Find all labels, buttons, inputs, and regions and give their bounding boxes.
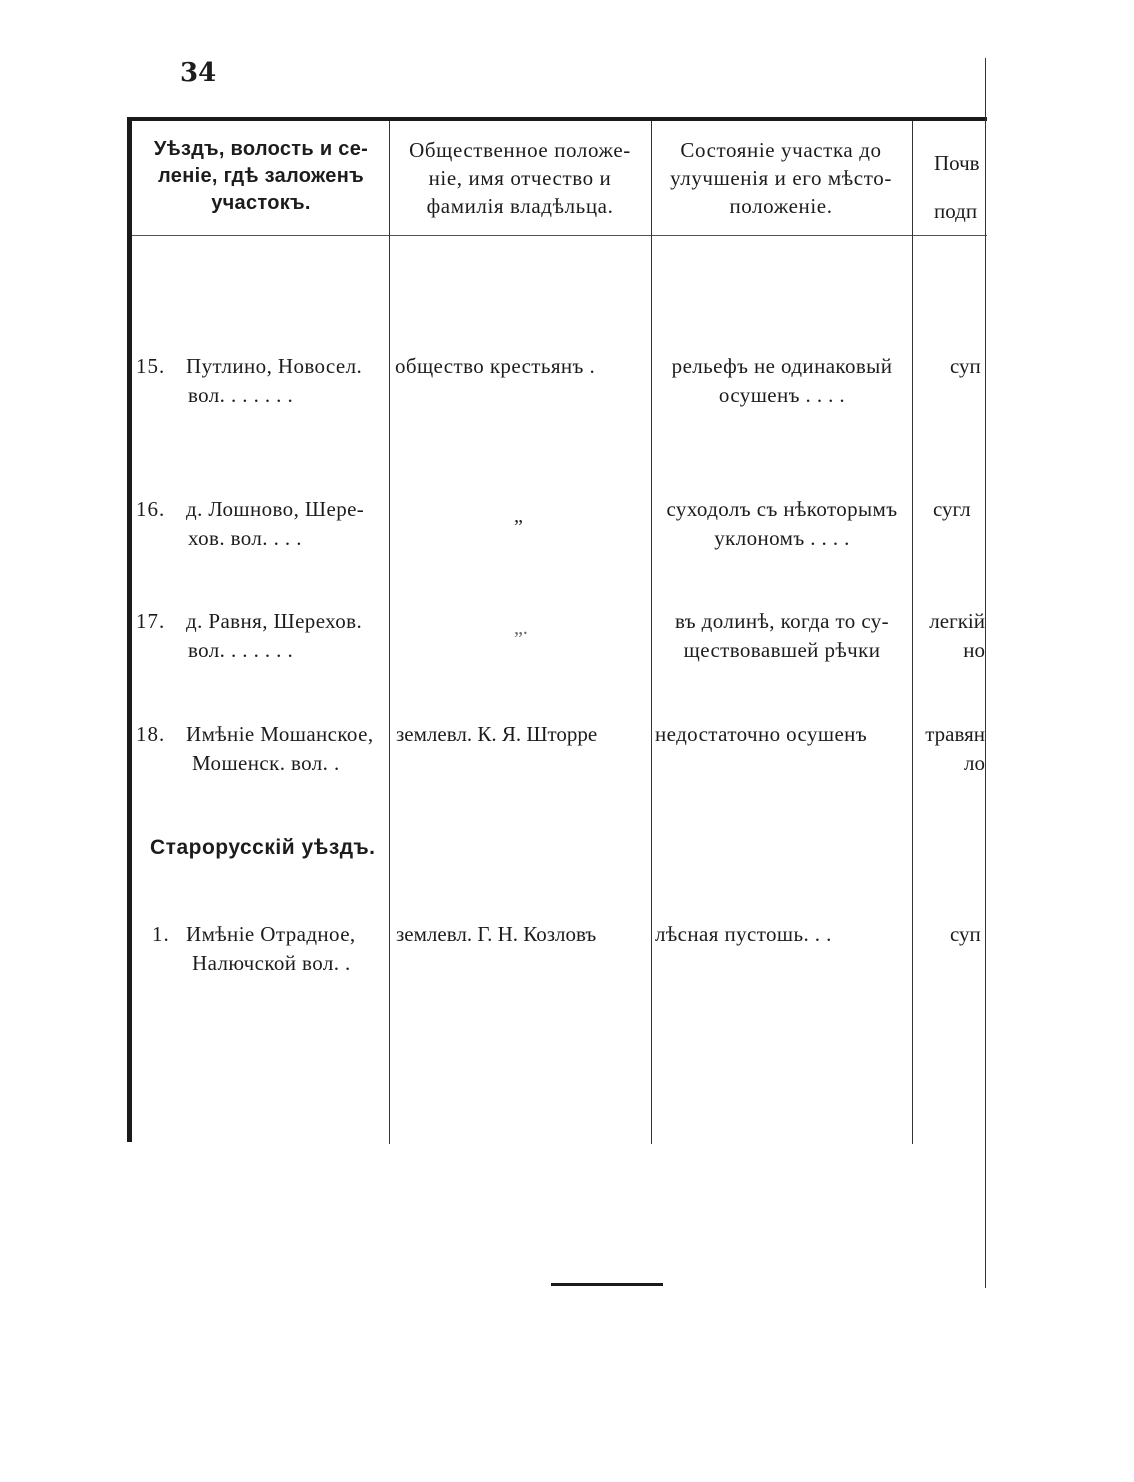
soil-cell: легкій но xyxy=(929,609,985,662)
owner-cell: землевл. Г. Н. Козловъ xyxy=(396,922,597,946)
soil-cell: суп xyxy=(950,922,981,946)
state-cell: лѣсная пустошь. . . xyxy=(655,922,832,946)
header-owner: Общественное положе- ніе, имя отчество и фамилія владѣльца. xyxy=(409,138,631,218)
row-number: 15. xyxy=(136,354,166,378)
header-soil: Почв подп xyxy=(934,151,980,223)
state-cell: рельефъ не одинаковый осушенъ . . . . xyxy=(671,354,893,407)
header-state: Состояніе участка до улучшенія и его мѣсто- положеніе. xyxy=(670,138,892,218)
closing-rule xyxy=(551,1283,663,1286)
header-bottom-rule xyxy=(132,235,987,236)
soil-cell: травян ло xyxy=(925,722,985,775)
owner-cell: землевл. К. Я. Шторре xyxy=(396,722,598,746)
table-top-rule xyxy=(127,117,987,121)
place-cell: д. Равня, Шерехов. вол. . . . . . . xyxy=(186,609,363,662)
ditto-mark: „. xyxy=(514,617,528,639)
place-cell: Имѣніе Мошанское, Мошенск. вол. . xyxy=(186,722,374,775)
column-divider xyxy=(912,121,913,1144)
place-cell: д. Лошново, Шере- хов. вол. . . . xyxy=(186,497,365,550)
row-number: 16. xyxy=(136,497,166,521)
state-cell: недостаточно осушенъ xyxy=(655,722,868,746)
row-number: 17. xyxy=(136,609,166,633)
section-heading: Старорусскій уѣздъ. xyxy=(150,836,376,859)
page-number: 34 xyxy=(180,58,217,88)
row-number: 18. xyxy=(136,722,166,746)
table-left-rule xyxy=(127,118,132,1142)
row-number: 1. xyxy=(152,922,170,946)
state-cell: суходолъ съ нѣкоторымъ уклономъ . . . . xyxy=(666,497,898,550)
place-cell: Имѣніе Отрадное, Налючской вол. . xyxy=(186,922,356,975)
state-cell: въ долинѣ, когда то су- ществовавшей рѣчки xyxy=(674,609,890,662)
column-divider xyxy=(389,121,390,1144)
ditto-mark: „ xyxy=(514,505,523,527)
soil-cell: суп xyxy=(950,354,981,378)
soil-cell: сугл xyxy=(933,497,971,521)
header-district: Уѣздъ, волость и се- леніе, гдѣ заложенъ участокъ. xyxy=(153,138,369,214)
page-edge-line xyxy=(985,58,986,1288)
place-cell: Путлино, Новосел. вол. . . . . . . xyxy=(186,354,363,407)
owner-cell: общество крестьянъ . xyxy=(395,354,596,378)
